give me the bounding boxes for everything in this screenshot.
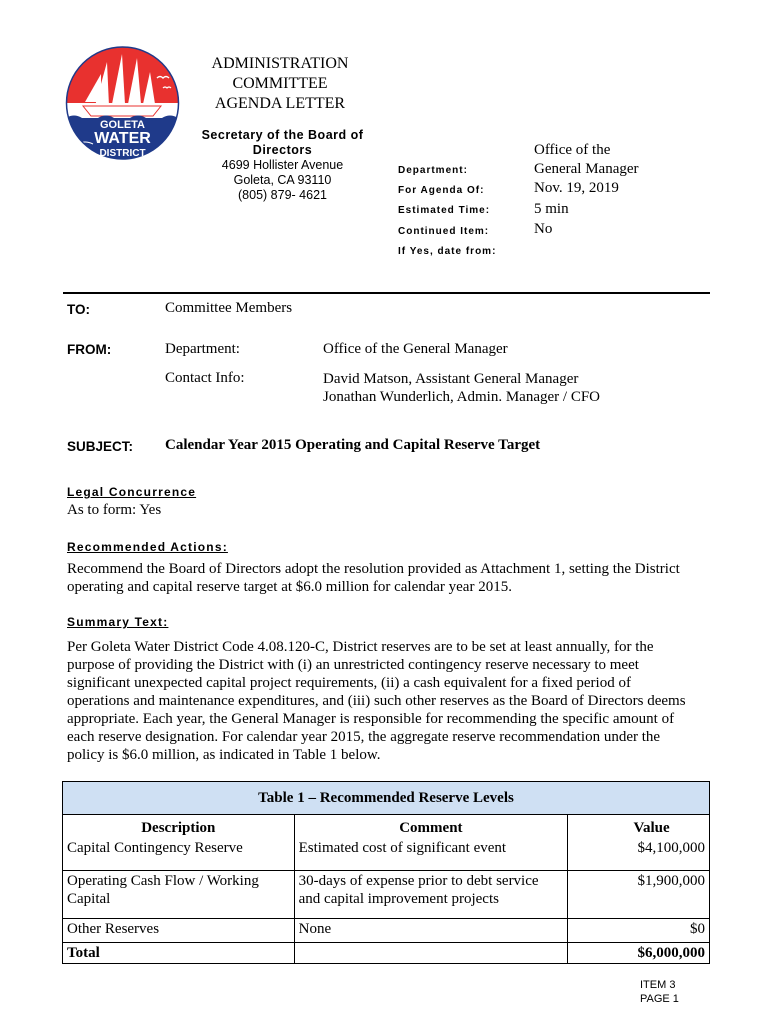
contact-line: David Matson, Assistant General Manager	[323, 371, 579, 387]
department-value-line: General Manager	[534, 161, 639, 177]
secretary-line: Directors	[252, 143, 313, 157]
continued-item-label: Continued Item:	[398, 226, 490, 237]
summary-text-body	[67, 638, 717, 764]
summary-text-heading: Summary Text:	[67, 615, 169, 629]
total-label: Total	[63, 942, 295, 963]
column-header-description: Description	[63, 815, 295, 839]
row-value: $1,900,000	[568, 870, 710, 918]
total-comment-empty	[294, 942, 568, 963]
total-value: $6,000,000	[568, 942, 710, 963]
row-comment: 30-days of expense prior to debt service and capital improvement projects	[294, 870, 568, 918]
contact-info-value	[323, 370, 600, 406]
table-row	[63, 870, 710, 918]
table-row	[63, 838, 710, 870]
summary-line: significant unexpected capital project requirements, (ii) a cash equivalent for a fixed period of	[67, 675, 631, 691]
agenda-date-value: Nov. 19, 2019	[534, 180, 619, 196]
logo-line-goleta: GOLETA	[99, 119, 146, 131]
row-comment: Estimated cost of significant event	[294, 838, 568, 870]
subject-label: SUBJECT:	[67, 439, 134, 454]
logo-line-water: WATER	[94, 130, 151, 147]
summary-line: policy is $6.0 million, as indicated in Table 1 below.	[67, 747, 381, 763]
row-description: Other Reserves	[63, 918, 295, 942]
summary-line: Per Goleta Water District Code 4.08.120-C, District reserves are to be set at least annually, for the	[67, 639, 654, 655]
table-row	[63, 918, 710, 942]
summary-line: operations and maintenance expenditures, and (iii) such other reserves as the Board of Directors deems	[67, 693, 686, 709]
column-header-value: Value	[568, 815, 710, 839]
title-line: ADMINISTRATION	[211, 55, 349, 72]
row-description: Operating Cash Flow / Working Capital	[63, 870, 295, 918]
agenda-letter-title	[180, 54, 380, 114]
secretary-line: Secretary of the Board of	[201, 128, 364, 142]
item-number: ITEM 3	[640, 979, 676, 991]
recommended-actions-text	[67, 560, 717, 596]
to-label: TO:	[67, 302, 90, 317]
department-value-line: Office of the	[534, 142, 611, 158]
to-value: Committee Members	[165, 300, 293, 316]
contact-line: Jonathan Wunderlich, Admin. Manager / CFO	[323, 389, 600, 405]
title-line: AGENDA LETTER	[214, 95, 346, 112]
summary-line: purpose of providing the District with (i) an unrestricted contingency reserve necessary to meet	[67, 657, 639, 673]
legal-concurrence-text: As to form: Yes	[67, 502, 162, 518]
estimated-time-value: 5 min	[534, 201, 569, 217]
logo-line-district: DISTRICT	[99, 148, 146, 159]
from-label: FROM:	[67, 342, 112, 357]
recommended-line: operating and capital reserve target at $6.0 million for calendar year 2015.	[67, 579, 512, 595]
if-yes-date-label: If Yes, date from:	[398, 246, 497, 257]
summary-line: each reserve designation. For calendar year 2015, the aggregate reserve recommendation under the	[67, 729, 661, 745]
department-meta-value	[534, 141, 639, 179]
estimated-time-label: Estimated Time:	[398, 205, 491, 216]
contact-info-label: Contact Info:	[165, 370, 245, 386]
department-meta-label: Department:	[398, 165, 468, 176]
row-comment: None	[294, 918, 568, 942]
table-caption: Table 1 – Recommended Reserve Levels	[63, 782, 710, 815]
from-department-label: Department:	[165, 341, 240, 357]
continued-item-value: No	[534, 221, 553, 237]
goleta-water-district-logo	[65, 44, 180, 162]
reserve-levels-table	[62, 781, 710, 964]
table-total-row	[63, 942, 710, 963]
recommended-actions-heading: Recommended Actions:	[67, 540, 228, 554]
page-footer	[640, 978, 679, 1006]
from-department-value: Office of the General Manager	[323, 341, 508, 357]
summary-line: appropriate. Each year, the General Manager is responsible for recommending the specific amount of	[67, 711, 675, 727]
address-block	[190, 128, 375, 203]
street-address: 4699 Hollister Avenue	[221, 158, 344, 172]
title-line: COMMITTEE	[232, 75, 328, 92]
header-divider	[63, 292, 710, 294]
legal-concurrence-heading: Legal Concurrence	[67, 485, 197, 499]
page-number: PAGE 1	[640, 993, 679, 1005]
agenda-date-label: For Agenda Of:	[398, 185, 485, 196]
phone-number: (805) 879- 4621	[238, 188, 327, 202]
row-value: $4,100,000	[568, 838, 710, 870]
recommended-line: Recommend the Board of Directors adopt the resolution provided as Attachment 1, setting the District	[67, 561, 680, 577]
row-description: Capital Contingency Reserve	[63, 838, 295, 870]
column-header-comment: Comment	[294, 815, 568, 839]
subject-value: Calendar Year 2015 Operating and Capital Reserve Target	[165, 437, 541, 453]
city-address: Goleta, CA 93110	[233, 173, 332, 187]
row-value: $0	[568, 918, 710, 942]
